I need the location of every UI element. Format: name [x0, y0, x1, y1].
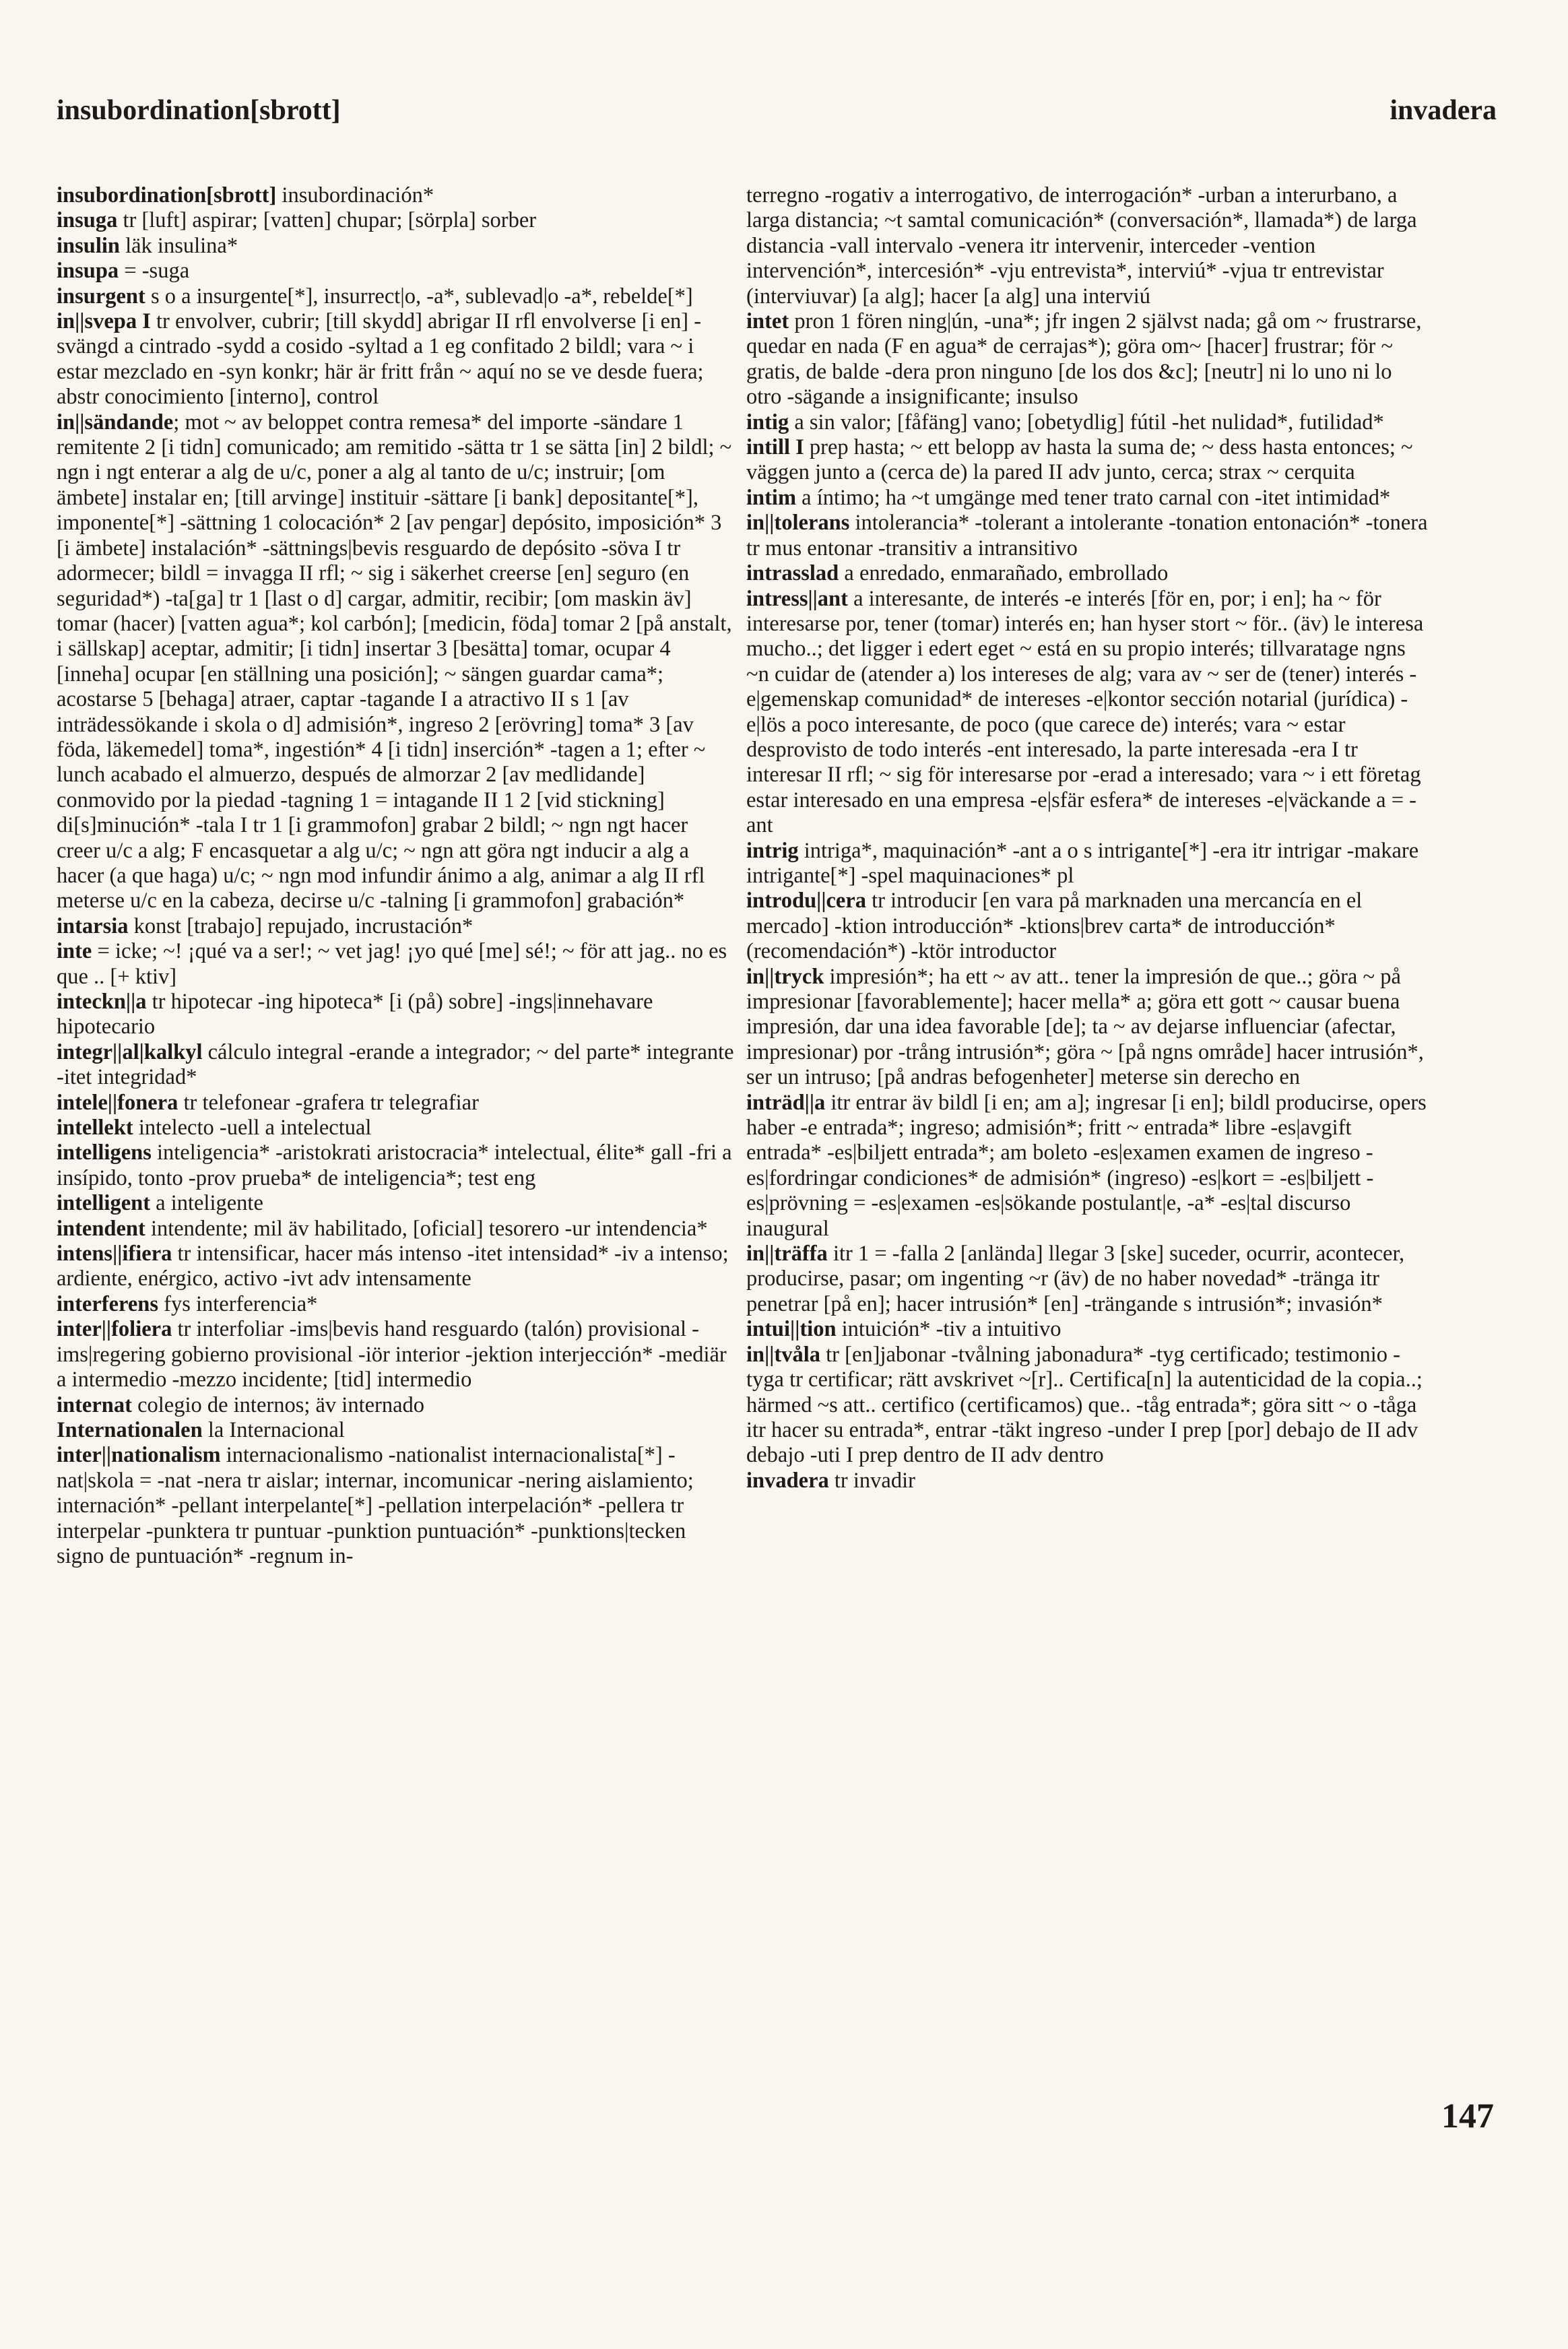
- definition: a inteligente: [150, 1191, 263, 1216]
- dictionary-entry: [57, 234, 737, 259]
- definition: intendente; mil äv habilitado, [oficial] tesorero -ur intendencia*: [145, 1216, 708, 1241]
- definition: intelecto -uell a intelectual: [133, 1116, 372, 1140]
- headword: Internationalen: [57, 1417, 203, 1442]
- headword: intim: [746, 485, 797, 510]
- definition: intriga*, maquinación* -ant a o s intrigante[*] -era itr intrigar -makare intrigante[*] -spel maquinaciones* pl: [746, 838, 1419, 888]
- dictionary-entry: [57, 1418, 737, 1443]
- dictionary-entry: [746, 410, 1428, 435]
- definition: fys interferencia*: [158, 1291, 318, 1316]
- definition: tr introducir [en vara på marknaden una mercancía en el mercado] -ktion introducción* -ktions|brev carta* de introducción* (recomendación*) -ktör introductor: [746, 889, 1363, 964]
- dictionary-entry: [746, 435, 1428, 486]
- dictionary-entry: [57, 1292, 737, 1317]
- definition: inteligencia* -aristokrati aristocracia* intelectual, élite* gall -fri a insípido, tonto -prov prueba* de inteligencia*; test eng: [57, 1140, 732, 1190]
- headword: intet: [746, 309, 789, 334]
- dictionary-entry: [57, 990, 737, 1040]
- dictionary-entry: [57, 914, 737, 939]
- definition: colegio de internos; äv internado: [131, 1392, 425, 1417]
- dictionary-entry: [57, 1191, 737, 1216]
- definition: = -suga: [119, 259, 190, 284]
- definition: intuición* -tiv a intuitivo: [836, 1317, 1061, 1342]
- headword: inter||nationalism: [57, 1443, 221, 1468]
- headword: intress||ant: [746, 586, 848, 611]
- headword: intrasslad: [746, 561, 839, 586]
- definition: a enredado, enmarañado, embrollado: [839, 561, 1169, 586]
- dictionary-entry: [57, 309, 737, 410]
- definition: s o a insurgente[*], insurrect|o, -a*, sublevad|o -a*, rebelde[*]: [145, 284, 693, 309]
- definition: tr [en]jabonar -tvålning jabonadura* -tyg certificado; testimonio -tyga tr certificar; rätt avskrivet ~[r].. Certifica[n] la autenticidad de la copia..; härmed ~s att.. certifico (certificamos) que.. -tåg entrada*; göra sitt ~ o -tåga itr hacer su entrada*, entrar -täkt ingreso -under I prep [por] debajo de II adv debajo -uti I prep dentro de II adv dentro: [746, 1342, 1423, 1468]
- definition: cálculo integral -erande a integrador; ~ del parte* integrante -itet integridad*: [57, 1039, 734, 1090]
- definition: ; mot ~ av beloppet contra remesa* del importe -sändare 1 remitente 2 [i tidn] comunicado; am remitido -sätta tr 1 se sätta [in] 2 bildl; ~ ngn i ngt enterar a alg de u/c, poner a alg al tanto de u/c; instruir; [om ämbete] instalar en; [till arvinge] instituir -sättare [i bank] depositante[*], imponente[*] -sättning 1 colocación* 2 [av pengar] depósito, imposición* 3 [i ämbete] instalación* -sättnings|bevis resguardo de depósito -söva I tr adormecer; bildl = invagga II rfl; ~ sig i säkerhet creerse [en] seguro (en seguridad*) -ta[ga] tr 1 [last o d] cargar, admitir, recibir; [om maskin äv] tomar (hacer) [vatten agua*; kol carbón]; [medicin, föda] tomar 2 [på anstalt, i sällskap] aceptar, admitir; [i tidn] insertar 3 [besätta] tomar, ocupar 4 [inneha] ocupar [en ställning una posición]; ~ sängen guardar cama*; acostarse 5 [behaga] atraer, captar -tagande I a atractivo II s 1 [av inträdessökande i skola o d] admisión*, ingreso 2 [erövring] toma* 3 [av föda, läkemedel] toma*, ingestión* 4 [i tidn] inserción* -tagen a 1; efter ~ lunch acabado el almuerzo, después de almorzar 2 [av medlidande] conmovido por la piedad -tagning 1 = intagande II 1 2 [vid stickning] di[s]minución* -tala I tr 1 [i grammofon] grabar 2 bildl; ~ ngn ngt hacer creer u/c a alg; F encasquetar a alg u/c; ~ ngn att göra ngt inducir a alg a hacer (a que haga) u/c; ~ ngn mod infundir ánimo a alg, animar a alg II rfl meterse u/c en la cabeza, decirse u/c -talning [i grammofon] grabación*: [57, 410, 732, 913]
- headword: in||sändande: [57, 410, 174, 435]
- headword: intendent: [57, 1216, 145, 1241]
- dictionary-entry: [57, 1317, 737, 1392]
- definition: terregno -rogativ a interrogativo, de interrogación* -urban a interurbano, a larga distancia; ~t samtal comunicación* (conversación*, llamada*) de larga distancia -vall intervalo -venera itr intervenir, interceder -vention intervención*, intercesión* -vju entrevista*, interviú* -vjua tr entrevistar (interviuvar) [a alg]; hacer [a alg] una interviú: [746, 183, 1417, 309]
- headword: intui||tion: [746, 1317, 837, 1342]
- definition: a interesante, de interés -e interés [för en, por; i en]; ha ~ för interesarse por, tener (tomar) interés en; han hyser stort ~ för.. (äv) le interesa mucho..; det ligger i edert eget ~ está en su propio interés; tillvaratage ngns ~n cuidar de (atender a) los intereses de alg; vara av ~ ser de (tener) interés -e|gemenskap comunidad* de intereses -e|kontor sección notarial (jurídica) -e|lös a poco interesante, de poco (que carece de) interés; vara ~ estar desprovisto de todo interés -ent interesado, la parte interesada -era I tr interesar II rfl; ~ sig för interesarse por -erad a interesado; vara ~ i ett företag estar interesado en una empresa -e|sfär esfera* de intereses -e|väckande a = -ant: [746, 586, 1424, 838]
- dictionary-entry: [746, 839, 1428, 889]
- page-number: 147: [1441, 2097, 1494, 2135]
- headword: insurgent: [57, 284, 145, 309]
- headword: intelligens: [57, 1140, 152, 1165]
- definition: intolerancia* -tolerant a intolerante -tonation entonación* -tonera tr mus entonar -transitiv a intransitivo: [746, 511, 1428, 560]
- definition: la Internacional: [202, 1417, 345, 1442]
- dictionary-entry: [57, 1140, 737, 1191]
- headword: integr||al|kalkyl: [57, 1039, 203, 1064]
- headword: interferens: [57, 1291, 159, 1316]
- headword: in||tryck: [746, 964, 824, 989]
- definition: internacionalismo -nationalist internacionalista[*] -nat|skola = -nat -nera tr aislar; internar, incomunicar -nering aislamiento; internación* -pellant interpelante[*] -pellation interpelación* -pellera tr interpelar -punktera tr puntuar -punktion puntuación* -punktions|tecken signo de puntuación* -regnum in-: [57, 1443, 694, 1568]
- definition: impresión*; ha ett ~ av att.. tener la impresión de que..; göra ~ på impresionar [favorablemente]; hacer mella* a; göra ett gott ~ causar buena impresión, dar una idea favorable [de]; ta ~ av dejarse influenciar (afectar, impresionar) por -trång intrusión*; göra ~ [på ngns område] hacer intrusión*, ser un intruso; [på andras befogenheter] meterse sin derecho en: [746, 964, 1424, 1090]
- headword: intele||fonera: [57, 1090, 178, 1115]
- left-guide-word: insubordination[sbrott]: [57, 95, 341, 126]
- headword: intrig: [746, 838, 799, 863]
- headword: in||svepa I: [57, 309, 151, 334]
- headword: inte: [57, 939, 92, 964]
- dictionary-entry: [57, 1443, 737, 1569]
- definition: itr 1 = -falla 2 [anlända] llegar 3 [ske] suceder, ocurrir, acontecer, producirse, pasar; om ingenting ~r (äv) de no haber novedad* -tränga itr penetrar [på en]; hacer intrusión* [en] -trängande s intrusión*; invasión*: [746, 1242, 1405, 1316]
- definition: = icke; ~! ¡qué va a ser!; ~ vet jag! ¡yo qué [me] sé!; ~ för att jag.. no es que .. [+ ktiv]: [57, 939, 727, 989]
- dictionary-entry: [57, 208, 737, 233]
- dictionary-entry: [746, 1091, 1428, 1242]
- headword: insulin: [57, 233, 120, 258]
- definition: konst [trabajo] repujado, incrustación*: [128, 913, 473, 938]
- headword: introdu||cera: [746, 889, 867, 913]
- definition: pron 1 fören ning|ún, -una*; jfr ingen 2 självst nada; gå om ~ frustrarse, quedar en nada (F en agua* de cerrajas*); göra om~ [hacer] frustrar; för ~ gratis, de balde -dera pron ninguno [de los dos &c]; [neutr] ni lo uno ni lo otro -sägande a insignificante; insulso: [746, 309, 1422, 410]
- definition: tr interfoliar -ims|bevis hand resguardo (talón) provisional -ims|regering gobierno provisional -iör interior -jektion interjección* -mediär a intermedio -mezzo incidente; [tid] intermedio: [57, 1317, 727, 1392]
- dictionary-entry: [57, 939, 737, 990]
- definition: itr entrar äv bildl [i en; am a]; ingresar [i en]; bildl producirse, opers haber -e entrada*; ingreso; admisión*; fritt ~ entrada* libre -es|avgift entrada* -es|biljett entrada*; am boleto -es|examen examen de ingreso -es|fordringar condiciones* de admisión* (ingreso) -es|kort = -es|biljett -es|prövning = -es|examen -es|sökande postulant|e, -a* -es|tal discurso inaugural: [746, 1090, 1427, 1241]
- dictionary-entry: [57, 183, 737, 208]
- dictionary-entry: [746, 965, 1428, 1091]
- definition: tr intensificar, hacer más intenso -itet intensidad* -iv a intenso; ardiente, enérgico, activo -ivt adv intensamente: [57, 1242, 729, 1291]
- dictionary-entry: [746, 889, 1428, 964]
- dictionary-entry: [746, 561, 1428, 586]
- right-column: [746, 183, 1428, 2123]
- headword: insupa: [57, 259, 119, 284]
- headword: intellekt: [57, 1116, 133, 1140]
- dictionary-entry: [746, 511, 1428, 561]
- dictionary-entry: [746, 309, 1428, 410]
- headword: intig: [746, 410, 789, 435]
- dictionary-entry: [746, 587, 1428, 839]
- headword: internat: [57, 1392, 132, 1417]
- dictionary-entry: [57, 1116, 737, 1140]
- definition: tr invadir: [828, 1468, 915, 1493]
- headword: intarsia: [57, 913, 129, 938]
- definition: a sin valor; [fåfäng] vano; [obetydlig] fútil -het nulidad*, futilidad*: [789, 410, 1384, 435]
- right-guide-word: invadera: [1390, 95, 1497, 126]
- headword: inteckn||a: [57, 990, 147, 1014]
- headword: intens||ifiera: [57, 1242, 172, 1266]
- dictionary-entry: [57, 1217, 737, 1242]
- dictionary-entry: [57, 1242, 737, 1292]
- left-column: [57, 183, 737, 2218]
- definition: tr hipotecar -ing hipoteca* [i (på) sobre] -ings|innehavare hipotecario: [57, 990, 653, 1039]
- dictionary-entry: [57, 259, 737, 284]
- dictionary-entry: [57, 410, 737, 914]
- dictionary-entry: [746, 1242, 1428, 1317]
- definition: insubordinación*: [276, 183, 434, 207]
- definition: a íntimo; ha ~t umgänge med tener trato carnal con -itet intimidad*: [796, 485, 1391, 510]
- headword: in||träffa: [746, 1242, 828, 1266]
- headword: in||tolerans: [746, 511, 850, 536]
- dictionary-entry: [57, 1393, 737, 1418]
- dictionary-entry: [746, 1317, 1428, 1342]
- headword: inträd||a: [746, 1090, 826, 1115]
- headword: insuga: [57, 208, 118, 233]
- dictionary-entry: [746, 183, 1428, 309]
- headword: inter||foliera: [57, 1317, 172, 1342]
- dictionary-entry: [746, 486, 1428, 511]
- dictionary-entry: [57, 1040, 737, 1091]
- definition: tr telefonear -grafera tr telegrafiar: [178, 1090, 479, 1115]
- headword: invadera: [746, 1468, 829, 1493]
- headword: in||tvåla: [746, 1342, 821, 1367]
- definition: prep hasta; ~ ett belopp av hasta la suma de; ~ dess hasta entonces; ~ väggen junto a (cerca de) la pared II adv junto, cerca; strax ~ cerquita: [746, 435, 1413, 485]
- dictionary-entry: [746, 1343, 1428, 1469]
- definition: tr [luft] aspirar; [vatten] chupar; [sörpla] sorber: [117, 208, 537, 233]
- headword: insubordination[sbrott]: [57, 183, 277, 207]
- dictionary-entry: [57, 1091, 737, 1116]
- dictionary-entry: [746, 1469, 1428, 1493]
- headword: intill I: [746, 435, 804, 460]
- definition: läk insulina*: [119, 233, 238, 258]
- definition: tr envolver, cubrir; [till skydd] abrigar II rfl envolverse [i en] -svängd a cintrado -sydd a cosido -syltad a 1 eg confitado 2 bildl; vara ~ i estar mezclado en -syn konkr; här är fritt från ~ aquí no se ve desde fuera; abstr conocimiento [interno], control: [57, 309, 704, 410]
- headword: intelligent: [57, 1191, 151, 1216]
- dictionary-entry: [57, 284, 737, 309]
